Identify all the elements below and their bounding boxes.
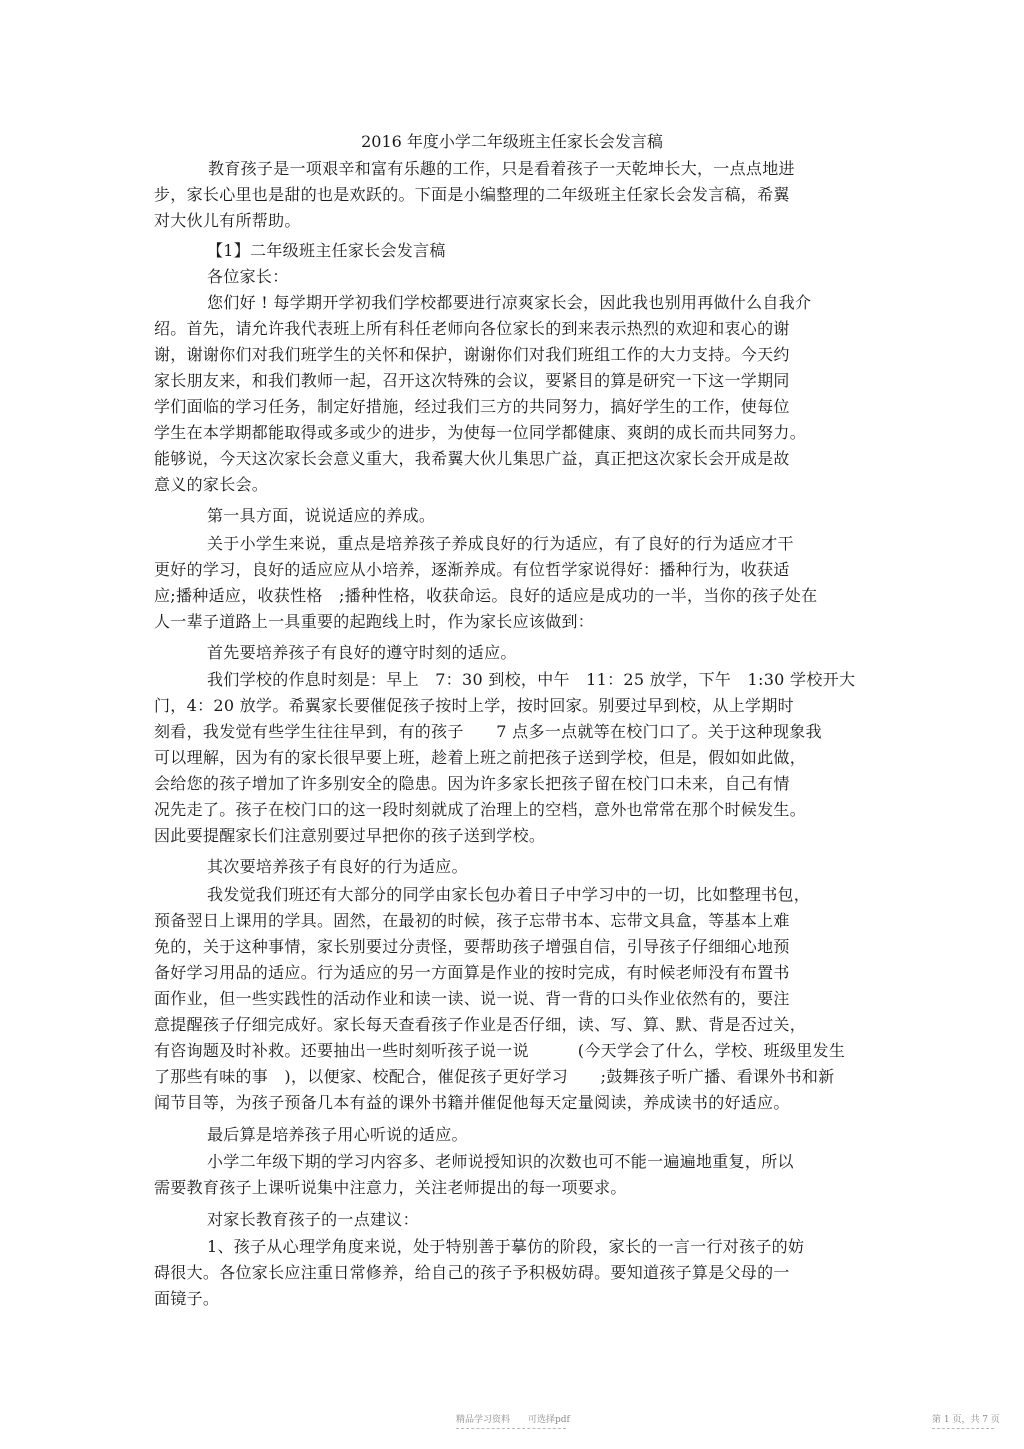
body-line: 了那些有味的事 )，以便家、校配合，催促孩子更好学习 ;鼓舞孩子听广播、看课外书和新: [154, 1067, 835, 1086]
section-heading: 【1】二年级班主任家长会发言稿: [207, 241, 446, 260]
body-line: 我发觉我们班还有大部分的同学由家长包办着日子中学习中的一切，比如整理书包，: [207, 885, 811, 904]
document-title: 2016 年度小学二年级班主任家长会发言稿: [361, 132, 663, 151]
body-line: 预备翌日上课用的学具。固然，在最初的时候，孩子忘带书本、忘带文具盒，等基本上难: [154, 911, 790, 930]
body-line: 因此要提醒家长们注意别要过早把你的孩子送到学校。: [154, 826, 546, 845]
body-line: 步，家长心里也是甜的也是欢跃的。下面是小编整理的二年级班主任家长会发言稿，希翼: [154, 185, 790, 204]
body-line: 意提醒孩子仔细完成好。家长每天查看孩子作业是否仔细，读、写、算、默、背是否过关，: [154, 1015, 807, 1034]
body-line: 教育孩子是一项艰辛和富有乐趣的工作，只是看着孩子一天乾坤长大，一点点地进: [208, 159, 795, 178]
body-line: 面镜子。: [154, 1289, 220, 1308]
body-line: 应;播种适应，收获性格 ;播种性格，收获命运。良好的适应是成功的一半，当你的孩子处在: [154, 586, 818, 605]
paragraph-heading: 对家长教育孩子的一点建议：: [207, 1210, 419, 1229]
paragraph-heading: 第一具方面，说说适应的养成。: [207, 506, 436, 525]
body-line: 我们学校的作息时刻是：早上 7：30 到校，中午 11：25 放学，下午 1:30 学校开大: [207, 670, 856, 689]
footer-watermark: 精品学习资料 可选择pdf: [456, 1415, 570, 1425]
body-line: 您们好 ! 每学期开学初我们学校都要进行凉爽家长会，因此我也别用再做什么自我介: [207, 293, 812, 312]
body-line: 免的，关于这种事情，家长别要过分责怪，要帮助孩子增强自信，引导孩子仔细细心地预: [154, 937, 790, 956]
footer-divider: [932, 1428, 994, 1429]
body-line: 况先走了。孩子在校门口的这一段时刻就成了治理上的空档，意外也常常在那个时候发生。: [154, 800, 807, 819]
body-line: 门，4：20 放学。希翼家长要催促孩子按时上学，按时回家。别要过早到校，从上学期时: [154, 696, 794, 715]
body-line: 谢，谢谢你们对我们班学生的关怀和保护，谢谢你们对我们班组工作的大力支持。今天约: [154, 345, 790, 364]
body-line: 有咨询题及时补救。还要抽出一些时刻听孩子说一说 (今天学会了什么，学校、班级里发生: [154, 1041, 846, 1060]
body-line: 可以理解，因为有的家长很早要上班，趁着上班之前把孩子送到学校，但是，假如如此做，: [154, 748, 807, 767]
body-line: 关于小学生来说，重点是培养孩子养成良好的行为适应，有了良好的行为适应才干: [207, 534, 794, 553]
body-line: 备好学习用品的适应。行为适应的另一方面算是作业的按时完成，有时候老师没有布置书: [154, 963, 790, 982]
body-line: 意义的家长会。: [154, 475, 269, 494]
paragraph-heading: 首先要培养孩子有良好的遵守时刻的适应。: [207, 643, 517, 662]
body-line: 绍。首先，请允许我代表班上所有科任老师向各位家长的到来表示热烈的欢迎和衷心的谢: [154, 319, 790, 338]
salutation: 各位家长：: [207, 267, 289, 286]
body-line: 人一辈子道路上一具重要的起跑线上时，作为家长应该做到：: [154, 612, 595, 631]
body-line: 1、孩子从心理学角度来说，处于特别善于摹仿的阶段，家长的一言一行对孩子的妨: [207, 1237, 805, 1256]
body-line: 学生在本学期都能取得或多或少的进步，为使每一位同学都健康、爽朗的成长而共同努力。: [154, 423, 807, 442]
body-line: 会给您的孩子增加了许多别安全的隐患。因为许多家长把孩子留在校门口未来，自己有情: [154, 774, 790, 793]
body-line: 对大伙儿有所帮助。: [154, 211, 301, 230]
body-line: 学们面临的学习任务，制定好措施，经过我们三方的共同努力，搞好学生的工作，使每位: [154, 397, 790, 416]
body-line: 面作业，但一些实践性的活动作业和读一读、说一说、背一背的口头作业依然有的，要注: [154, 989, 790, 1008]
body-line: 家长朋友来，和我们教师一起，召开这次特殊的会议，要紧目的算是研究一下这一学期同: [154, 371, 790, 390]
body-line: 能够说，今天这次家长会意义重大，我希翼大伙儿集思广益，真正把这次家长会开成是故: [154, 449, 790, 468]
body-line: 小学二年级下期的学习内容多、老师说授知识的次数也可不能一遍遍地重复，所以: [207, 1152, 794, 1171]
paragraph-heading: 其次要培养孩子有良好的行为适应。: [207, 857, 468, 876]
paragraph-heading: 最后算是培养孩子用心听说的适应。: [207, 1125, 468, 1144]
body-line: 碍很大。各位家长应注重日常修养，给自己的孩子予积极妨碍。要知道孩子算是父母的一: [154, 1263, 790, 1282]
footer-divider: [456, 1428, 566, 1429]
body-line: 需要教育孩子上课听说集中注意力，关注老师提出的每一项要求。: [154, 1178, 627, 1197]
body-line: 闻节目等，为孩子预备几本有益的课外书籍并催促他每天定量阅读，养成读书的好适应。: [154, 1093, 790, 1112]
body-line: 更好的学习，良好的适应应从小培养，逐渐养成。有位哲学家说得好：播种行为，收获适: [154, 560, 790, 579]
page-number: 第 1 页，共 7 页: [932, 1415, 1000, 1425]
body-line: 刻看，我发觉有些学生往往早到，有的孩子 7 点多一点就等在校门口了。关于这种现象我: [154, 722, 822, 741]
